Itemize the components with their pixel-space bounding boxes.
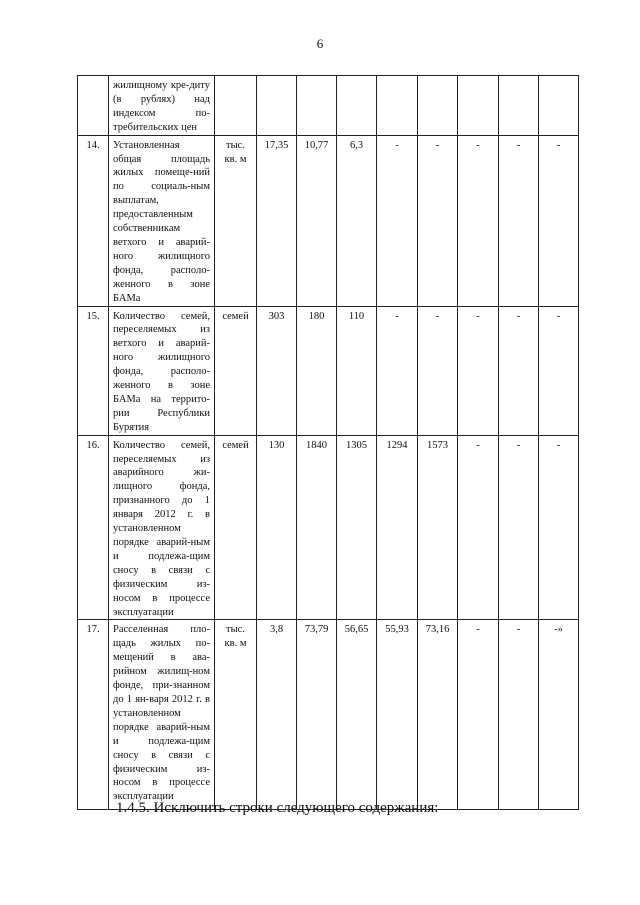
- row-value: 73,16: [418, 620, 458, 810]
- row-value: -: [418, 135, 458, 306]
- row-value: 110: [337, 306, 377, 435]
- indicators-table: [77, 75, 579, 810]
- row-value: -: [458, 435, 499, 620]
- row-value: -: [418, 306, 458, 435]
- row-number: 14.: [78, 135, 109, 306]
- row-value: 73,79: [297, 620, 337, 810]
- row-value: -: [458, 620, 499, 810]
- row-value: -: [499, 620, 539, 810]
- row-value: [539, 76, 579, 136]
- row-value: 130: [257, 435, 297, 620]
- row-value: 1294: [377, 435, 418, 620]
- row-number: 17.: [78, 620, 109, 810]
- row-value: 17,35: [257, 135, 297, 306]
- row-unit: семей: [215, 306, 257, 435]
- row-value: 56,65: [337, 620, 377, 810]
- row-description: Количество семей, переселяемых из ветхого и аварий-ного жилищного фонда, располо-женного в зоне БАМа на террито-рии Республики Бурятия: [109, 306, 215, 435]
- row-value: [418, 76, 458, 136]
- row-value: [297, 76, 337, 136]
- table-row: [78, 435, 579, 620]
- row-value: -: [458, 306, 499, 435]
- row-value: 303: [257, 306, 297, 435]
- row-value: 6,3: [337, 135, 377, 306]
- table-row: [78, 76, 579, 136]
- table-row: [78, 620, 579, 810]
- row-value: -: [499, 135, 539, 306]
- row-description: Количество семей, переселяемых из аварийного жи-лищного фонда, признанного до 1 января 2012 г. в установленном порядке аварий-ным и подлежа-щим сносу в связи с физическим из-носом в процессе эксплуатации: [109, 435, 215, 620]
- row-value: -: [458, 135, 499, 306]
- row-value: -: [377, 306, 418, 435]
- row-unit: [215, 76, 257, 136]
- row-description: жилищному кре-диту (в рублях) над индексом по-требительских цен: [109, 76, 215, 136]
- row-number: [78, 76, 109, 136]
- row-value: -: [499, 306, 539, 435]
- row-value: [337, 76, 377, 136]
- row-value: 10,77: [297, 135, 337, 306]
- row-unit: тыс. кв. м: [215, 620, 257, 810]
- row-value: 1840: [297, 435, 337, 620]
- row-unit: семей: [215, 435, 257, 620]
- row-value: -: [539, 306, 579, 435]
- table-row: [78, 306, 579, 435]
- row-value: 1573: [418, 435, 458, 620]
- row-value: [257, 76, 297, 136]
- row-value: [458, 76, 499, 136]
- instruction-text: 1.4.5. Исключить строки следующего содержания:: [116, 800, 439, 816]
- row-value: [377, 76, 418, 136]
- row-value: -: [377, 135, 418, 306]
- row-value: -: [539, 135, 579, 306]
- row-number: 16.: [78, 435, 109, 620]
- row-value: 55,93: [377, 620, 418, 810]
- row-description: Расселенная пло-щадь жилых по-мещений в ава-рийном жилищ-ном фонде, при-знанном до 1 ян-варя 2012 г. в установленном порядке аварий-ным и подлежа-щим сносу в связи с физическим из-носом в процессе эксплуатации: [109, 620, 215, 810]
- row-value: -: [499, 435, 539, 620]
- row-value: -»: [539, 620, 579, 810]
- row-value: -: [539, 435, 579, 620]
- row-value: [499, 76, 539, 136]
- row-number: 15.: [78, 306, 109, 435]
- row-description: Установленная общая площадь жилых помеще-ний по социаль-ным выплатам, предоставленным собственникам ветхого и аварий-ного жилищного фонда, располо-женного в зоне БАМа: [109, 135, 215, 306]
- row-unit: тыс. кв. м: [215, 135, 257, 306]
- row-value: 3,8: [257, 620, 297, 810]
- table-row: [78, 135, 579, 306]
- row-value: 180: [297, 306, 337, 435]
- page-number: 6: [316, 36, 324, 51]
- row-value: 1305: [337, 435, 377, 620]
